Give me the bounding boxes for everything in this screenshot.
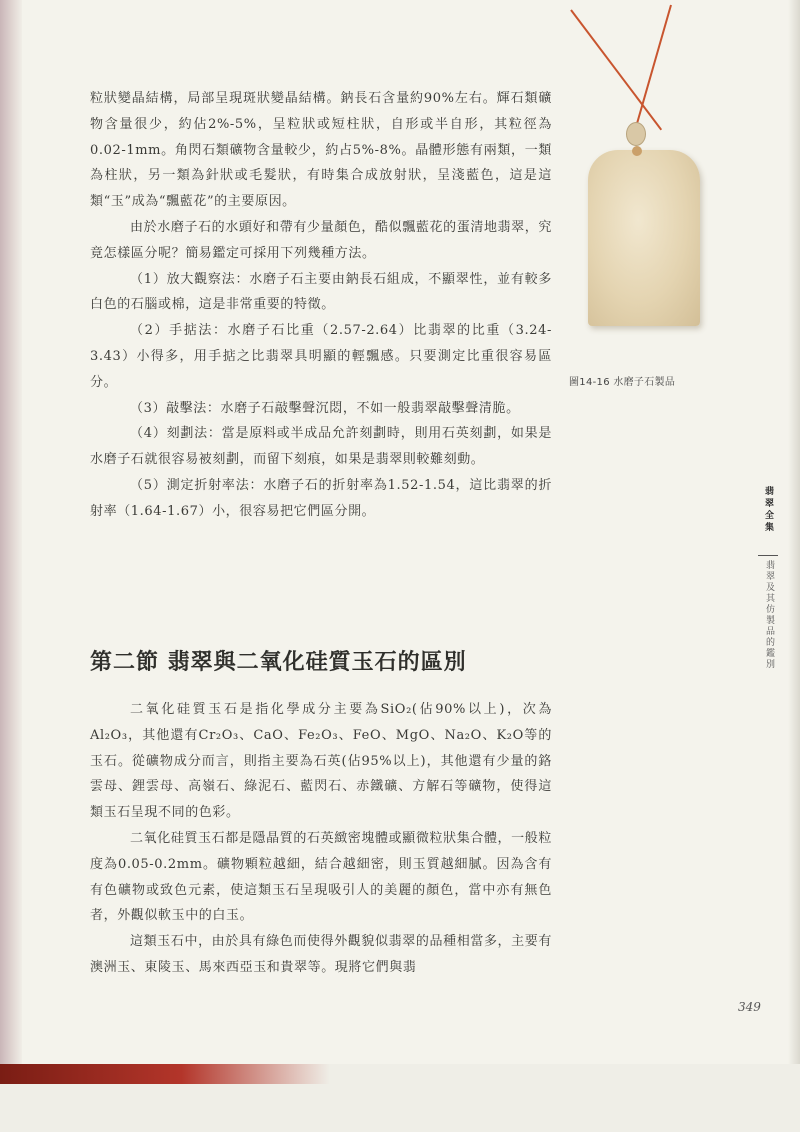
paragraph: （3）敲擊法：水磨子石敲擊聲沉悶，不如一般翡翠敲擊聲清脆。 (130, 400, 520, 416)
jade-pendant (588, 150, 700, 326)
book-cover-red-strip (0, 1064, 330, 1084)
paragraph: （2）手掂法：水磨子石比重（2.57-2.64）比翡翠的比重（3.24-3.43）小得多，用手掂之比翡翠具明顯的輕飄感。只要測定比重很容易區分。 (90, 323, 552, 390)
body-text-top (90, 86, 552, 525)
running-title: 翡翠全集 (763, 486, 773, 534)
figure-caption: 圖14-16 水磨子石製品 (569, 377, 676, 388)
cord-bead (632, 146, 642, 156)
paragraph: 由於水磨子石的水頭好和帶有少量顏色，酷似飄藍花的蛋清地翡翠，究竟怎樣區分呢？簡易鑑定可採用下列幾種方法。 (90, 219, 552, 261)
page-edge (788, 0, 800, 1132)
red-cord-left (570, 9, 662, 130)
paragraph: （4）刻劃法：當是原料或半成品允許刻劃時，則用石英刻劃，如果是水磨子石就很容易被刻劃，而留下刻痕，如果是翡翠則較難刻動。 (90, 426, 552, 468)
paragraph: 二氧化硅質玉石都是隱晶質的石英緻密塊體或顯微粒狀集合體，一般粒度為0.05-0.2mm。礦物顆粒越細，結合越細密，則玉質越細膩。因為含有有色礦物或致色元素，使這類玉石呈現吸引人的美麗的顏色，當中亦有無色者，外觀似軟玉中的白玉。 (90, 830, 552, 924)
body-text-bottom (90, 697, 552, 981)
paragraph: 粒狀變晶結構，局部呈現斑狀變晶結構。鈉長石含量約90%左右。輝石類礦物含量很少，約佔2%-5%，呈粒狀或短柱狀，自形或半自形，其粒徑為0.02-1mm。角閃石類礦物含量較少，約占5%-8%。晶體形態有兩類，一類為柱狀，另一類為針狀或毛髮狀，有時集合成放射狀，呈淺藍色，這是這類“玉”成為“飄藍花”的主要原因。 (90, 91, 552, 210)
cord-knot (626, 122, 646, 146)
paragraph: 二氧化硅質玉石是指化學成分主要為SiO₂(佔90%以上)，次為Al₂O₃，其他還有Cr₂O₃、CaO、Fe₂O₃、FeO、MgO、Na₂O、K₂O等的玉石。從礦物成分而言，則指主要為石英(佔95%以上)，其他還有少量的鉻雲母、鋰雲母、高嶺石、綠泥石、藍閃石、赤鐵礦、方解石等礦物，使得這類玉石呈現不同的色彩。 (90, 702, 552, 821)
section-heading: 第二節 翡翠與二氧化硅質玉石的區別 (90, 649, 467, 675)
paragraph: （5）測定折射率法：水磨子石的折射率為1.52-1.54，這比翡翠的折射率（1.64-1.67）小，很容易把它們區分開。 (90, 477, 552, 519)
running-subtitle: 翡翠及其仿製品的鑑別 (764, 560, 774, 670)
book-spine-shadow (0, 0, 22, 1132)
pendant-photo (560, 0, 760, 380)
paragraph: （1）放大觀察法：水磨子石主要由鈉長石組成，不顯翠性，並有較多白色的石腦或棉，這是非常重要的特徵。 (90, 271, 552, 313)
running-title-divider (758, 555, 778, 556)
page-number: 349 (738, 1000, 761, 1014)
paragraph: 這類玉石中，由於具有綠色而使得外觀貌似翡翠的品種相當多，主要有澳洲玉、東陵玉、馬來西亞玉和貴翠等。現將它們與翡 (90, 934, 552, 975)
